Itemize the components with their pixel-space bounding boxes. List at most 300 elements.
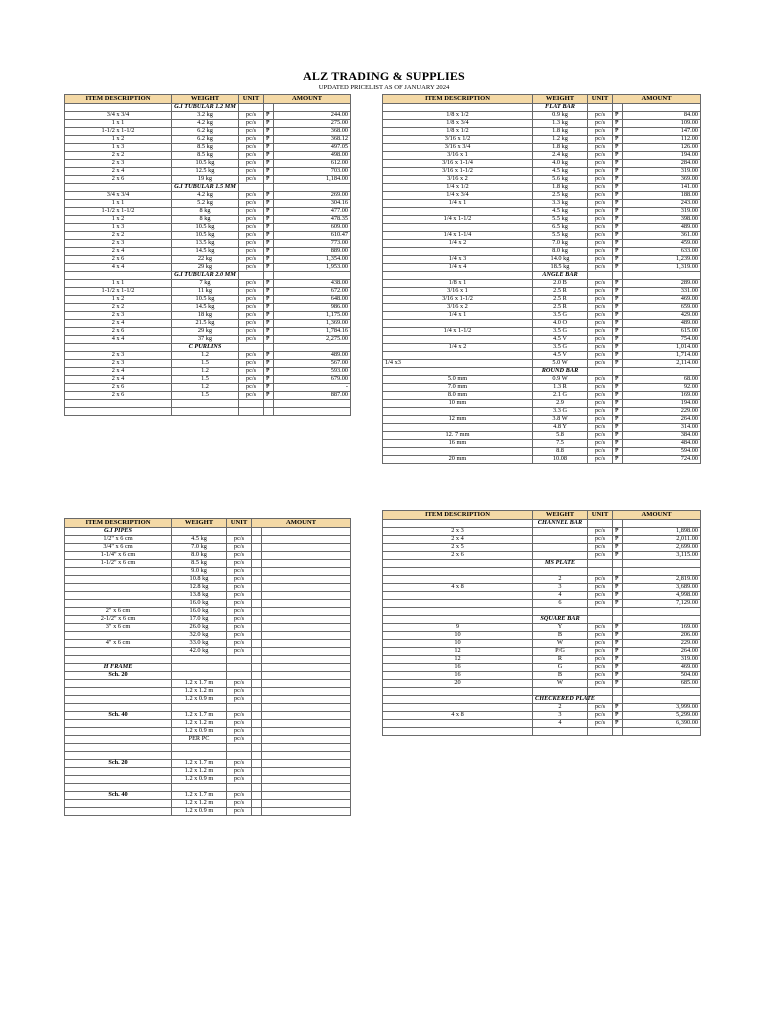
- unit-cell: pc/s: [227, 535, 252, 543]
- item-description-cell: 2 x 4: [65, 367, 172, 375]
- item-description-cell: [65, 599, 172, 607]
- amount-cell: 2,819.00: [623, 575, 701, 583]
- peso-sign: ₱: [613, 455, 623, 463]
- amount-cell: [262, 719, 351, 727]
- amount-cell: [274, 343, 351, 351]
- peso-sign: ₱: [613, 119, 623, 127]
- item-description-cell: 1-1/4" x 6 cm: [65, 551, 172, 559]
- peso-sign: [264, 271, 274, 279]
- peso-sign: ₱: [264, 335, 274, 343]
- peso-sign: ₱: [264, 287, 274, 295]
- table-row: [65, 247, 351, 255]
- weight-cell: 1.5: [172, 375, 239, 383]
- table-row: [65, 271, 351, 279]
- weight-cell: 2.5 R: [533, 303, 588, 311]
- amount-cell: 1,319.00: [623, 263, 701, 271]
- amount-cell: 986.00: [274, 303, 351, 311]
- weight-cell: 5.0 W: [533, 359, 588, 367]
- amount-cell: 2,114.00: [623, 359, 701, 367]
- peso-sign: [252, 767, 262, 775]
- amount-cell: [262, 647, 351, 655]
- table-row: [65, 199, 351, 207]
- peso-sign: ₱: [613, 671, 623, 679]
- item-description-cell: [383, 591, 533, 599]
- peso-sign: ₱: [264, 375, 274, 383]
- item-description-cell: 1/4 x 1-1/2: [383, 215, 533, 223]
- amount-cell: 319.00: [623, 655, 701, 663]
- table-row: [383, 727, 701, 735]
- item-description-cell: [383, 519, 533, 527]
- table-row: [383, 367, 701, 375]
- table-row: [383, 167, 701, 175]
- table-row: [65, 575, 351, 583]
- peso-sign: ₱: [613, 551, 623, 559]
- weight-cell: [533, 535, 588, 543]
- table-row: [65, 311, 351, 319]
- unit-cell: pc/s: [588, 175, 613, 183]
- item-description-cell: 20 mm: [383, 455, 533, 463]
- item-description-cell: [65, 695, 172, 703]
- item-description-cell: Sch. 20: [65, 759, 172, 767]
- table-row: [65, 535, 351, 543]
- unit-cell: pc/s: [227, 791, 252, 799]
- section-heading: G.I TUBULAR 1.5 MM: [172, 183, 239, 191]
- peso-sign: ₱: [264, 295, 274, 303]
- unit-cell: pc/s: [588, 247, 613, 255]
- amount-cell: [274, 407, 351, 415]
- unit-cell: pc/s: [239, 247, 264, 255]
- amount-cell: 194.00: [623, 399, 701, 407]
- table-row: [383, 263, 701, 271]
- item-description-cell: 1/4 x 1: [383, 199, 533, 207]
- peso-sign: [252, 551, 262, 559]
- weight-cell: 3.2 kg: [172, 111, 239, 119]
- peso-sign: [252, 799, 262, 807]
- item-description-cell: [383, 367, 533, 375]
- item-description-cell: 7.0 mm: [383, 383, 533, 391]
- amount-cell: [262, 751, 351, 759]
- weight-cell: [172, 703, 227, 711]
- peso-sign: ₱: [264, 311, 274, 319]
- unit-cell: pc/s: [239, 287, 264, 295]
- peso-sign: ₱: [613, 415, 623, 423]
- peso-sign: ₱: [613, 719, 623, 727]
- peso-sign: ₱: [613, 583, 623, 591]
- peso-sign: ₱: [613, 335, 623, 343]
- table-row: [65, 799, 351, 807]
- item-description-cell: 4 x 4: [65, 263, 172, 271]
- peso-sign: [264, 399, 274, 407]
- amount-cell: 141.00: [623, 183, 701, 191]
- amount-cell: [262, 799, 351, 807]
- unit-cell: pc/s: [588, 551, 613, 559]
- peso-sign: ₱: [264, 391, 274, 399]
- item-description-cell: 1/8 x 3/4: [383, 119, 533, 127]
- table-row: [383, 687, 701, 695]
- unit-cell: pc/s: [588, 447, 613, 455]
- item-description-cell: 10 mm: [383, 399, 533, 407]
- amount-cell: [262, 807, 351, 815]
- peso-sign: ₱: [613, 431, 623, 439]
- amount-cell: 1,184.00: [274, 175, 351, 183]
- item-description-cell: [65, 767, 172, 775]
- weight-cell: 8.0 kg: [533, 247, 588, 255]
- section-heading: SQUARE BAR: [533, 615, 588, 623]
- amount-cell: 887.00: [274, 391, 351, 399]
- item-description-cell: 2 x 6: [65, 383, 172, 391]
- item-description-cell: 2 x 6: [65, 255, 172, 263]
- amount-cell: [262, 695, 351, 703]
- weight-cell: 5.6 kg: [533, 175, 588, 183]
- amount-cell: 368.00: [274, 127, 351, 135]
- item-description-cell: 8.0 mm: [383, 391, 533, 399]
- table-row: [383, 527, 701, 535]
- amount-cell: 109.00: [623, 119, 701, 127]
- peso-sign: ₱: [613, 703, 623, 711]
- amount-cell: [623, 519, 701, 527]
- item-description-cell: 2 x 5: [383, 543, 533, 551]
- unit-cell: pc/s: [588, 127, 613, 135]
- unit-cell: [588, 367, 613, 375]
- table-row: [383, 663, 701, 671]
- amount-cell: 489.00: [274, 351, 351, 359]
- unit-cell: pc/s: [588, 343, 613, 351]
- peso-sign: [252, 559, 262, 567]
- weight-cell: [172, 663, 227, 671]
- peso-sign: [252, 567, 262, 575]
- amount-cell: 679.00: [274, 375, 351, 383]
- unit-cell: pc/s: [239, 199, 264, 207]
- table-row: [65, 687, 351, 695]
- peso-sign: [613, 695, 623, 703]
- peso-sign: [252, 599, 262, 607]
- amount-cell: 3,999.00: [623, 703, 701, 711]
- peso-sign: [252, 695, 262, 703]
- amount-cell: 369.00: [623, 175, 701, 183]
- peso-sign: ₱: [264, 351, 274, 359]
- table-row: [383, 215, 701, 223]
- table-row: [383, 199, 701, 207]
- table-row: [65, 111, 351, 119]
- amount-cell: 147.00: [623, 127, 701, 135]
- amount-cell: 2,699.00: [623, 543, 701, 551]
- table-row: [65, 287, 351, 295]
- amount-cell: 289.00: [623, 279, 701, 287]
- unit-cell: pc/s: [588, 311, 613, 319]
- item-description-cell: [383, 703, 533, 711]
- peso-sign: ₱: [613, 287, 623, 295]
- unit-cell: pc/s: [588, 295, 613, 303]
- item-description-cell: [65, 655, 172, 663]
- item-description-cell: 2 x 4: [65, 319, 172, 327]
- item-description-cell: 1 x 2: [65, 215, 172, 223]
- unit-cell: pc/s: [239, 351, 264, 359]
- unit-cell: pc/s: [239, 335, 264, 343]
- unit-cell: [239, 103, 264, 111]
- amount-cell: [262, 767, 351, 775]
- unit-cell: pc/s: [588, 111, 613, 119]
- peso-sign: ₱: [264, 191, 274, 199]
- item-description-cell: 2 x 4: [65, 375, 172, 383]
- amount-cell: [262, 607, 351, 615]
- item-description-cell: [383, 727, 533, 735]
- amount-cell: 4,998.00: [623, 591, 701, 599]
- weight-cell: 18 kg: [172, 311, 239, 319]
- unit-cell: pc/s: [588, 535, 613, 543]
- peso-sign: [252, 631, 262, 639]
- weight-cell: 3: [533, 583, 588, 591]
- item-description-cell: 1/4 x 1: [383, 311, 533, 319]
- amount-cell: 319.00: [623, 207, 701, 215]
- item-description-cell: [383, 575, 533, 583]
- unit-cell: pc/s: [227, 599, 252, 607]
- peso-sign: ₱: [613, 191, 623, 199]
- unit-cell: pc/s: [588, 135, 613, 143]
- table-row: [383, 239, 701, 247]
- peso-sign: ₱: [264, 215, 274, 223]
- table-row: [65, 719, 351, 727]
- peso-sign: ₱: [613, 407, 623, 415]
- unit-cell: pc/s: [588, 159, 613, 167]
- unit-cell: [227, 751, 252, 759]
- col-unit: UNIT: [239, 95, 264, 104]
- peso-sign: ₱: [613, 279, 623, 287]
- col-weight: WEIGHT: [172, 95, 239, 104]
- unit-cell: pc/s: [227, 575, 252, 583]
- weight-cell: 7 kg: [172, 279, 239, 287]
- table-row: [65, 335, 351, 343]
- peso-sign: ₱: [613, 359, 623, 367]
- table-row: [383, 127, 701, 135]
- table-row: [383, 223, 701, 231]
- item-description-cell: [383, 447, 533, 455]
- peso-sign: [613, 687, 623, 695]
- peso-sign: ₱: [613, 207, 623, 215]
- item-description-cell: 1/8 x 1: [383, 279, 533, 287]
- unit-cell: pc/s: [588, 527, 613, 535]
- item-description-cell: [383, 719, 533, 727]
- weight-cell: 10.08: [533, 455, 588, 463]
- table-row: [383, 655, 701, 663]
- col-unit: UNIT: [588, 95, 613, 104]
- item-description-cell: 2-1/2" x 6 cm: [65, 615, 172, 623]
- peso-sign: [252, 647, 262, 655]
- amount-cell: [262, 527, 351, 535]
- weight-cell: 37 kg: [172, 335, 239, 343]
- weight-cell: 10.5 kg: [172, 231, 239, 239]
- unit-cell: pc/s: [227, 727, 252, 735]
- section-heading: ROUND BAR: [533, 367, 588, 375]
- section-heading: C PURLINS: [172, 343, 239, 351]
- amount-cell: 633.00: [623, 247, 701, 255]
- item-description-cell: 2 x 4: [65, 167, 172, 175]
- item-description-cell: 3/4 x 3/4: [65, 191, 172, 199]
- weight-cell: W: [533, 639, 588, 647]
- peso-sign: [252, 807, 262, 815]
- weight-cell: 4.5 V: [533, 351, 588, 359]
- weight-cell: 33.0 kg: [172, 639, 227, 647]
- peso-sign: [613, 367, 623, 375]
- item-description-cell: [65, 687, 172, 695]
- weight-cell: 13.5 kg: [172, 239, 239, 247]
- peso-sign: [252, 583, 262, 591]
- weight-cell: 10.8 kg: [172, 575, 227, 583]
- weight-cell: [533, 687, 588, 695]
- unit-cell: pc/s: [588, 719, 613, 727]
- col-amount: AMOUNT: [264, 95, 351, 104]
- item-description-cell: 1/4 x 3/4: [383, 191, 533, 199]
- weight-cell: [172, 671, 227, 679]
- peso-sign: [252, 719, 262, 727]
- amount-cell: [623, 687, 701, 695]
- amount-cell: 469.00: [623, 663, 701, 671]
- col-item-description: ITEM DESCRIPTION: [383, 511, 533, 520]
- weight-cell: 3.3 kg: [533, 199, 588, 207]
- amount-cell: [262, 791, 351, 799]
- unit-cell: pc/s: [239, 167, 264, 175]
- table-row: [65, 759, 351, 767]
- unit-cell: pc/s: [227, 607, 252, 615]
- weight-cell: 1.5: [172, 359, 239, 367]
- table-row: [383, 559, 701, 567]
- unit-cell: pc/s: [227, 695, 252, 703]
- item-description-cell: 1/8 x 1/2: [383, 127, 533, 135]
- unit-cell: pc/s: [239, 303, 264, 311]
- weight-cell: 1.2: [172, 383, 239, 391]
- table-row: [65, 175, 351, 183]
- weight-cell: 8.0 kg: [172, 551, 227, 559]
- unit-cell: pc/s: [227, 559, 252, 567]
- table-row: [65, 791, 351, 799]
- item-description-cell: 2 x 3: [383, 527, 533, 535]
- table-row: [65, 703, 351, 711]
- item-description-cell: [65, 183, 172, 191]
- weight-cell: [533, 543, 588, 551]
- peso-sign: [613, 607, 623, 615]
- unit-cell: pc/s: [239, 295, 264, 303]
- unit-cell: pc/s: [588, 439, 613, 447]
- peso-sign: ₱: [613, 223, 623, 231]
- peso-sign: [252, 679, 262, 687]
- amount-cell: 2,275.00: [274, 335, 351, 343]
- peso-sign: ₱: [613, 327, 623, 335]
- table-row: [383, 311, 701, 319]
- weight-cell: 22 kg: [172, 255, 239, 263]
- weight-cell: 16.0 kg: [172, 607, 227, 615]
- table-row: [383, 551, 701, 559]
- peso-sign: ₱: [613, 303, 623, 311]
- weight-cell: 4.2 kg: [172, 191, 239, 199]
- table-row: [383, 295, 701, 303]
- table-row: [383, 231, 701, 239]
- table-row: [383, 599, 701, 607]
- item-description-cell: [383, 103, 533, 111]
- col-weight: WEIGHT: [172, 519, 227, 528]
- amount-cell: 594.00: [623, 447, 701, 455]
- table-row: [383, 591, 701, 599]
- peso-sign: [252, 543, 262, 551]
- unit-cell: pc/s: [239, 119, 264, 127]
- amount-cell: 469.00: [623, 295, 701, 303]
- table-row: [383, 135, 701, 143]
- weight-cell: [533, 727, 588, 735]
- table-row: [65, 183, 351, 191]
- unit-cell: pc/s: [588, 335, 613, 343]
- table-row: [65, 743, 351, 751]
- unit-cell: pc/s: [227, 775, 252, 783]
- table-row: [383, 327, 701, 335]
- amount-cell: 484.00: [623, 439, 701, 447]
- table-row: [65, 223, 351, 231]
- amount-cell: [262, 583, 351, 591]
- unit-cell: pc/s: [227, 631, 252, 639]
- amount-cell: [262, 631, 351, 639]
- item-description-cell: 4 x 8: [383, 711, 533, 719]
- weight-cell: 32.0 kg: [172, 631, 227, 639]
- amount-cell: 724.00: [623, 455, 701, 463]
- weight-cell: 4.5 kg: [533, 167, 588, 175]
- peso-sign: ₱: [613, 175, 623, 183]
- table-row: [65, 391, 351, 399]
- item-description-cell: 1 x 1: [65, 199, 172, 207]
- page-subtitle: UPDATED PRICELIST AS OF JANUARY 2024: [318, 84, 450, 91]
- table-row: [65, 647, 351, 655]
- table-row: [65, 615, 351, 623]
- table-row: [383, 375, 701, 383]
- unit-cell: pc/s: [227, 711, 252, 719]
- price-table-bars: [382, 94, 701, 464]
- weight-cell: 1.2 x 1.2 m: [172, 719, 227, 727]
- table-row: [65, 407, 351, 415]
- item-description-cell: [383, 615, 533, 623]
- weight-cell: 1.2 x 0.9 m: [172, 807, 227, 815]
- col-item-description: ITEM DESCRIPTION: [65, 95, 172, 104]
- unit-cell: pc/s: [588, 623, 613, 631]
- amount-cell: [274, 271, 351, 279]
- weight-cell: 3.5 G: [533, 343, 588, 351]
- amount-cell: [262, 759, 351, 767]
- weight-cell: 10.5 kg: [172, 159, 239, 167]
- peso-sign: [613, 559, 623, 567]
- table-row: [65, 671, 351, 679]
- table-row: [65, 623, 351, 631]
- item-description-cell: 2 x 2: [65, 231, 172, 239]
- peso-sign: ₱: [613, 647, 623, 655]
- weight-cell: 1.2 kg: [533, 135, 588, 143]
- weight-cell: 8 kg: [172, 207, 239, 215]
- table-row: [65, 231, 351, 239]
- weight-cell: [533, 607, 588, 615]
- peso-sign: ₱: [613, 159, 623, 167]
- peso-sign: ₱: [613, 135, 623, 143]
- amount-cell: [623, 271, 701, 279]
- amount-cell: 672.00: [274, 287, 351, 295]
- weight-cell: W: [533, 679, 588, 687]
- weight-cell: 2.5 kg: [533, 191, 588, 199]
- amount-cell: 244.00: [274, 111, 351, 119]
- unit-cell: [227, 703, 252, 711]
- amount-cell: 773.00: [274, 239, 351, 247]
- unit-cell: [239, 343, 264, 351]
- amount-cell: [262, 575, 351, 583]
- table-row: [65, 127, 351, 135]
- unit-cell: pc/s: [588, 167, 613, 175]
- col-weight: WEIGHT: [533, 511, 588, 520]
- peso-sign: [252, 751, 262, 759]
- weight-cell: 0.9 W: [533, 375, 588, 383]
- amount-cell: [262, 663, 351, 671]
- amount-cell: [262, 559, 351, 567]
